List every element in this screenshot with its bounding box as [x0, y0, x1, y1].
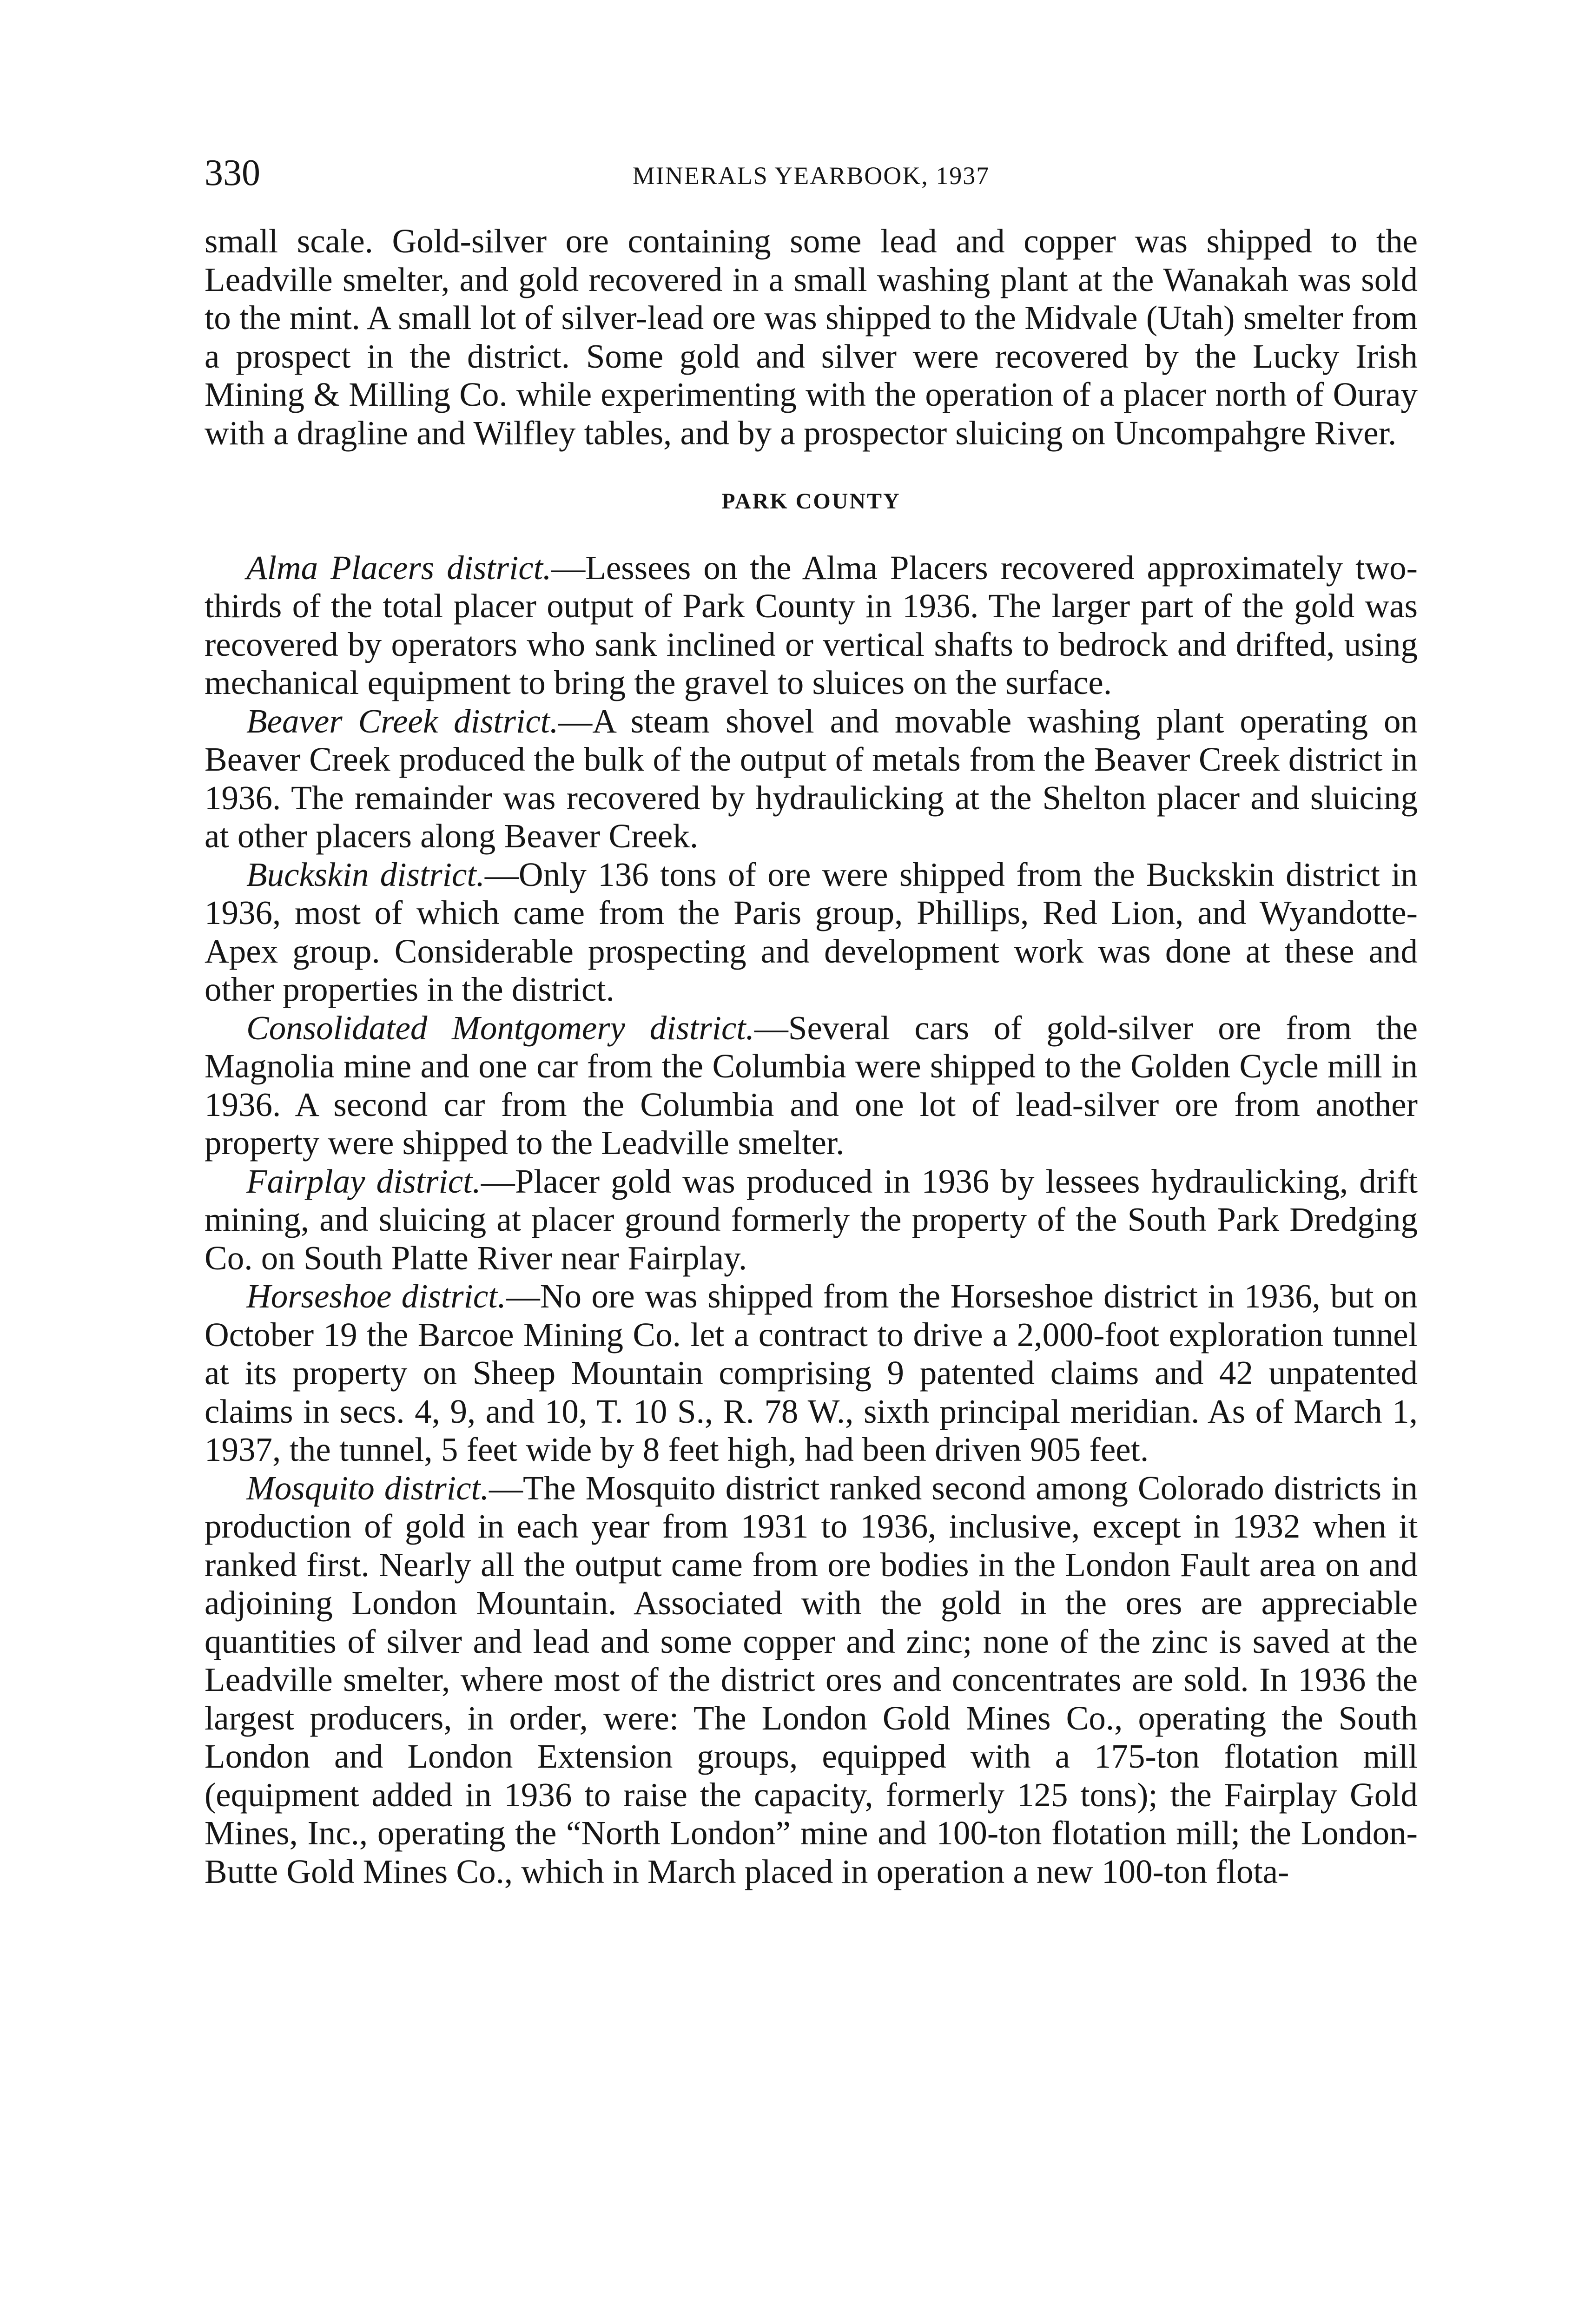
page-number: 330	[205, 152, 260, 193]
district-name: Fairplay district.	[246, 1162, 481, 1200]
running-head: MINERALS YEARBOOK, 1937	[632, 162, 990, 190]
district-name: Consolidated Montgomery district.	[246, 1009, 754, 1047]
paragraph-horseshoe	[205, 1277, 1418, 1469]
district-name: Horseshoe district.	[246, 1277, 506, 1315]
page-header	[205, 150, 1418, 196]
paragraph-text: —No ore was shipped from the Horseshoe district in 1936, but on October 19 the Barcoe Mining Co. let a contract to drive a 2,000-foot exploration tunnel at its property on Sheep Mountain comprising 9 patented claims and 42 unpatented claims in secs. 4, 9, and 10, T. 10 S., R. 78 W., sixth principal meridian. As of March 1, 1937, the tunnel, 5 feet wide by 8 feet high, had been driven 905 feet.	[205, 1277, 1418, 1468]
intro-paragraph: small scale. Gold-silver ore containing some lead and copper was shipped to the Leadville smelter, and gold recovered in a small washing plant at the Wanakah was sold to the mint. A small lot of silver-lead ore was shipped to the Midvale (Utah) smelter from a prospect in the district. Some gold and silver were recovered by the Lucky Irish Mining & Milling Co. while experimenting with the operation of a placer north of Ouray with a dragline and Wilfley tables, and by a prospector sluicing on Uncompahgre River.	[205, 222, 1418, 452]
paragraph-consolidated-montgomery	[205, 1009, 1418, 1162]
paragraph-text: —A steam shovel and movable washing plant operating on Beaver Creek produced the bulk of the output of metals from the Beaver Creek district in 1936. The remainder was recovered by hydraulicking at the Shelton placer and sluicing at other placers along Beaver Creek.	[205, 702, 1418, 855]
paragraph-text: —The Mosquito district ranked second among Colorado districts in production of gold in each year from 1931 to 1936, inclusive, except in 1932 when it ranked first. Nearly all the output came from ore bodies in the London Fault area on and adjoining London Mountain. Associated with the gold in the ores are appreciable quantities of silver and lead and some copper and zinc; none of the zinc is saved at the Leadville smelter, where most of the district ores and concentrates are sold. In 1936 the largest producers, in order, were: The London Gold Mines Co., operating the South London and London Extension groups, equipped with a 175-ton flotation mill (equipment added in 1936 to raise the capacity, formerly 125 tons); the Fairplay Gold Mines, Inc., operating the “North London” mine and 100-ton flotation mill; the London-Butte Gold Mines Co., which in March placed in operation a new 100-ton flota-	[205, 1469, 1418, 1890]
district-name: Mosquito district.	[246, 1469, 489, 1507]
district-name: Alma Placers district.	[246, 548, 552, 587]
paragraph-text: —Several cars of gold-silver ore from the Magnolia mine and one car from the Columbia were shipped to the Golden Cycle mill in 1936. A second car from the Columbia and one lot of lead-silver ore from another property were shipped to the Leadville smelter.	[205, 1009, 1418, 1162]
district-name: Buckskin district.	[246, 855, 485, 893]
paragraph-mosquito	[205, 1469, 1418, 1891]
paragraph-beaver-creek	[205, 702, 1418, 856]
body-text	[205, 222, 1418, 1891]
paragraph-text: —Lessees on the Alma Placers recovered approximately two-thirds of the total placer output of Park County in 1936. The larger part of the gold was recovered by operators who sank inclined or vertical shafts to bedrock and drifted, using mechanical equipment to bring the gravel to sluices on the surface.	[205, 548, 1418, 701]
district-name: Beaver Creek district.	[246, 702, 559, 740]
section-heading: PARK COUNTY	[721, 489, 901, 514]
paragraph-text: —Placer gold was produced in 1936 by lessees hydraulicking, drift mining, and sluicing at placer ground formerly the property of the South Park Dredging Co. on South Platte River near Fairplay.	[205, 1162, 1418, 1277]
paragraph-fairplay	[205, 1162, 1418, 1278]
paragraph-alma-placers	[205, 549, 1418, 702]
paragraph-buckskin	[205, 856, 1418, 1009]
paragraph-text: —Only 136 tons of ore were shipped from the Buckskin district in 1936, most of which came from the Paris group, Phillips, Red Lion, and Wyandotte-Apex group. Considerable prospecting and development work was done at these and other properties in the district.	[205, 855, 1418, 1008]
